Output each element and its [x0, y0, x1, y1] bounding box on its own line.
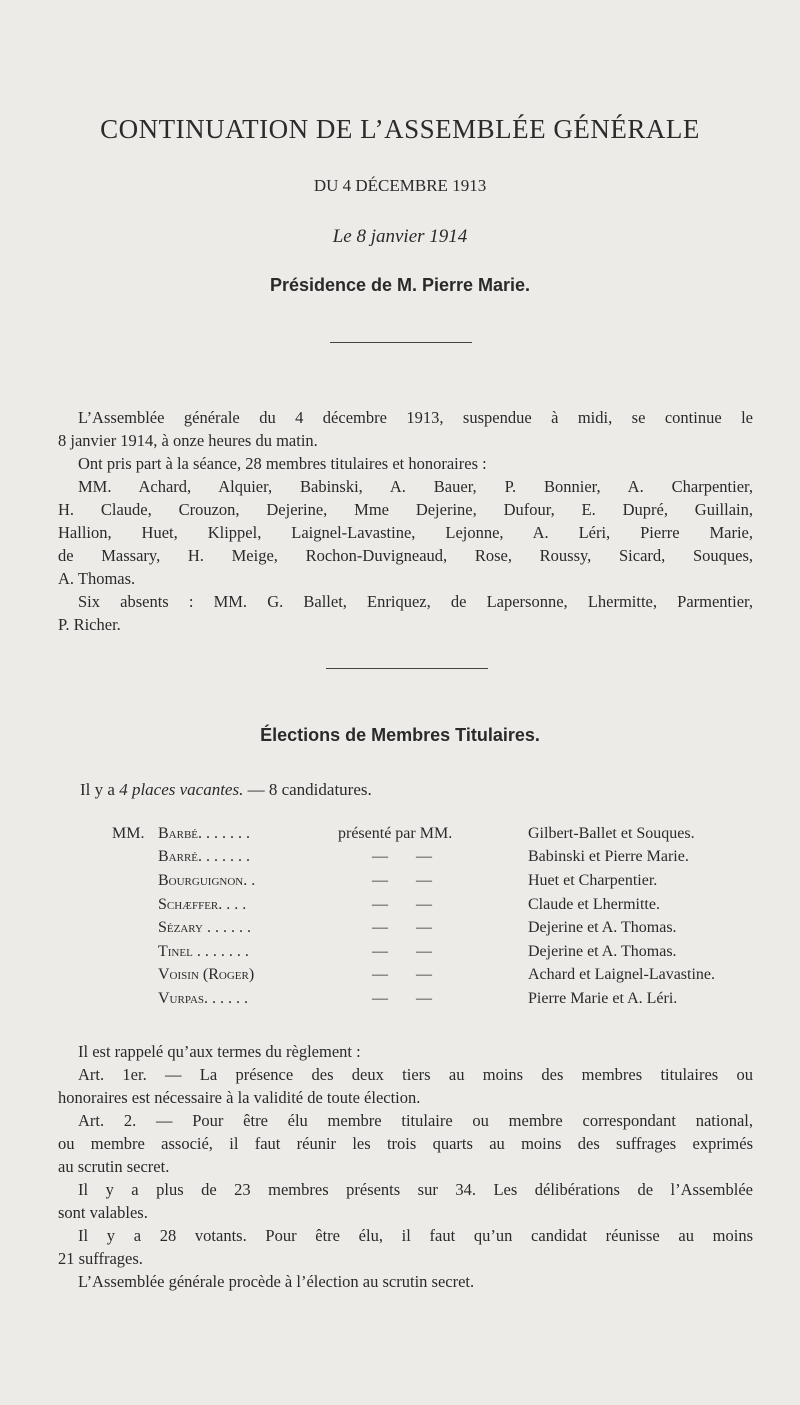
- subtitle-prefix: DU: [313, 176, 339, 195]
- candidate-mm-label: [112, 940, 158, 964]
- candidate-row: [112, 916, 715, 940]
- rules-line: ou membre associé, il faut réunir les trois quarts au moins des suffrages exprimés: [58, 1134, 753, 1153]
- participants-intro: Ont pris part à la séance, 28 membres titulaires et honoraires :: [78, 454, 487, 473]
- subtitle-month: DÉCEMBRE: [355, 176, 448, 195]
- participants-line: A. Thomas.: [58, 569, 136, 588]
- rules-line: sont valables.: [58, 1203, 148, 1222]
- subtitle-day: 4: [342, 176, 352, 195]
- candidate-sponsors: Dejerine et A. Thomas.: [528, 919, 677, 937]
- candidate-row: [112, 964, 715, 988]
- presented-by-text: —: [372, 848, 388, 866]
- vacancies-prefix: Il y a: [80, 780, 115, 799]
- candidate-mm-label: MM.: [112, 824, 145, 842]
- presented-mm-text: —: [416, 848, 432, 866]
- candidate-row: [112, 869, 715, 893]
- absents-line: P. Richer.: [58, 615, 121, 634]
- candidate-name: Barré. . . . . . .: [158, 848, 251, 866]
- presented-by-text: présenté par: [338, 824, 416, 842]
- presented-by-text: —: [372, 989, 388, 1007]
- rules-line: Art. 1er. — La présence des deux tiers au moins des membres titulaires ou: [78, 1065, 753, 1084]
- candidate-name: Vurpas. . . . . .: [158, 989, 249, 1007]
- presented-mm-text: —: [416, 895, 432, 913]
- rules-line: Il y a 28 votants. Pour être élu, il faut qu’un candidat réunisse au moins: [78, 1226, 753, 1245]
- candidate-presented-by: [338, 869, 528, 893]
- intro-section: [58, 406, 753, 636]
- candidate-name: Schæffer. . . .: [158, 895, 247, 913]
- candidates-table: [112, 822, 715, 1011]
- candidate-sponsors: Gilbert-Ballet et Souques.: [528, 824, 695, 842]
- presented-mm-text: MM.: [419, 824, 453, 842]
- candidate-sponsors: Babinski et Pierre Marie.: [528, 848, 689, 866]
- assembly-date-subtitle: [0, 176, 800, 196]
- presented-by-text: —: [372, 966, 388, 984]
- divider-top: [330, 342, 472, 343]
- participants-line: Hallion, Huet, Klippel, Laignel-Lavastine, Lejonne, A. Léri, Pierre Marie,: [58, 523, 753, 542]
- presented-mm-text: —: [416, 966, 432, 984]
- candidate-mm-label: [112, 987, 158, 1011]
- candidate-presented-by: [338, 822, 528, 846]
- candidate-sponsors: Huet et Charpentier.: [528, 871, 658, 889]
- presented-mm-text: —: [416, 989, 432, 1007]
- presented-by-text: —: [372, 919, 388, 937]
- absents-line: Six absents : MM. G. Ballet, Enriquez, de Lapersonne, Lhermitte, Parmentier,: [78, 592, 753, 611]
- candidate-sponsors: Achard et Laignel-Lavastine.: [528, 966, 716, 984]
- vacancies-count: 4 places vacantes.: [119, 780, 244, 799]
- candidate-name: Voisin (Roger): [158, 966, 255, 984]
- presented-mm-text: —: [416, 942, 432, 960]
- session-date: Le 8 janvier 1914: [332, 226, 468, 247]
- candidate-name: Barbé. . . . . . .: [158, 824, 251, 842]
- candidate-presented-by: [338, 940, 528, 964]
- presidence-line: Présidence de M. Pierre Marie.: [269, 275, 531, 295]
- subtitle-year: 1913: [452, 176, 487, 195]
- rules-line: L’Assemblée générale procède à l’élection au scrutin secret.: [78, 1272, 475, 1291]
- candidate-name: Bourguignon. .: [158, 871, 256, 889]
- candidate-row: [112, 987, 715, 1011]
- presented-by-text: —: [372, 895, 388, 913]
- candidate-presented-by: [338, 893, 528, 917]
- rules-line: Il est rappelé qu’aux termes du règlement :: [78, 1042, 361, 1061]
- participants-line: MM. Achard, Alquier, Babinski, A. Bauer, P. Bonnier, A. Charpentier,: [78, 477, 753, 496]
- candidate-row: [112, 822, 715, 846]
- candidate-presented-by: [338, 916, 528, 940]
- candidate-sponsors: Pierre Marie et A. Léri.: [528, 989, 678, 1007]
- candidate-row: [112, 893, 715, 917]
- candidate-mm-label: [112, 846, 158, 870]
- candidate-row: [112, 940, 715, 964]
- presented-mm-text: —: [416, 919, 432, 937]
- participants-line: de Massary, H. Meige, Rochon-Duvigneaud, Rose, Roussy, Sicard, Souques,: [58, 546, 753, 565]
- candidate-mm-label: [112, 869, 158, 893]
- rules-line: Il y a plus de 23 membres présents sur 34. Les délibérations de l’Assemblée: [78, 1180, 753, 1199]
- rules-line: honoraires est nécessaire à la validité de toute élection.: [58, 1088, 421, 1107]
- presented-by-text: —: [372, 871, 388, 889]
- candidate-mm-label: [112, 893, 158, 917]
- rules-line: 21 suffrages.: [58, 1249, 143, 1268]
- candidate-presented-by: [338, 987, 528, 1011]
- vacancies-suffix: — 8 candidatures.: [247, 780, 372, 799]
- candidate-name: Sézary . . . . . .: [158, 919, 251, 937]
- elections-heading: Élections de Membres Titulaires.: [260, 725, 540, 745]
- vacancies-line: [80, 780, 372, 800]
- presented-mm-text: —: [416, 871, 432, 889]
- participants-line: H. Claude, Crouzon, Dejerine, Mme Dejerine, Dufour, E. Dupré, Guillain,: [58, 500, 753, 519]
- candidate-mm-label: [112, 964, 158, 988]
- candidate-mm-label: [112, 916, 158, 940]
- candidate-row: [112, 846, 715, 870]
- presented-by-text: —: [372, 942, 388, 960]
- intro-line: L’Assemblée générale du 4 décembre 1913, suspendue à midi, se continue le: [78, 408, 753, 427]
- rules-section: [58, 1040, 753, 1293]
- page-title: CONTINUATION DE L’ASSEMBLÉE GÉNÉRALE: [100, 114, 700, 144]
- rules-line: au scrutin secret.: [58, 1157, 170, 1176]
- candidate-presented-by: [338, 846, 528, 870]
- candidate-presented-by: [338, 964, 528, 988]
- candidate-name: Tinel . . . . . . .: [158, 942, 249, 960]
- candidate-sponsors: Claude et Lhermitte.: [528, 895, 660, 913]
- candidate-sponsors: Dejerine et A. Thomas.: [528, 942, 677, 960]
- rules-line: Art. 2. — Pour être élu membre titulaire ou membre correspondant national,: [78, 1111, 753, 1130]
- intro-line: 8 janvier 1914, à onze heures du matin.: [58, 431, 318, 450]
- divider-middle: [326, 668, 488, 669]
